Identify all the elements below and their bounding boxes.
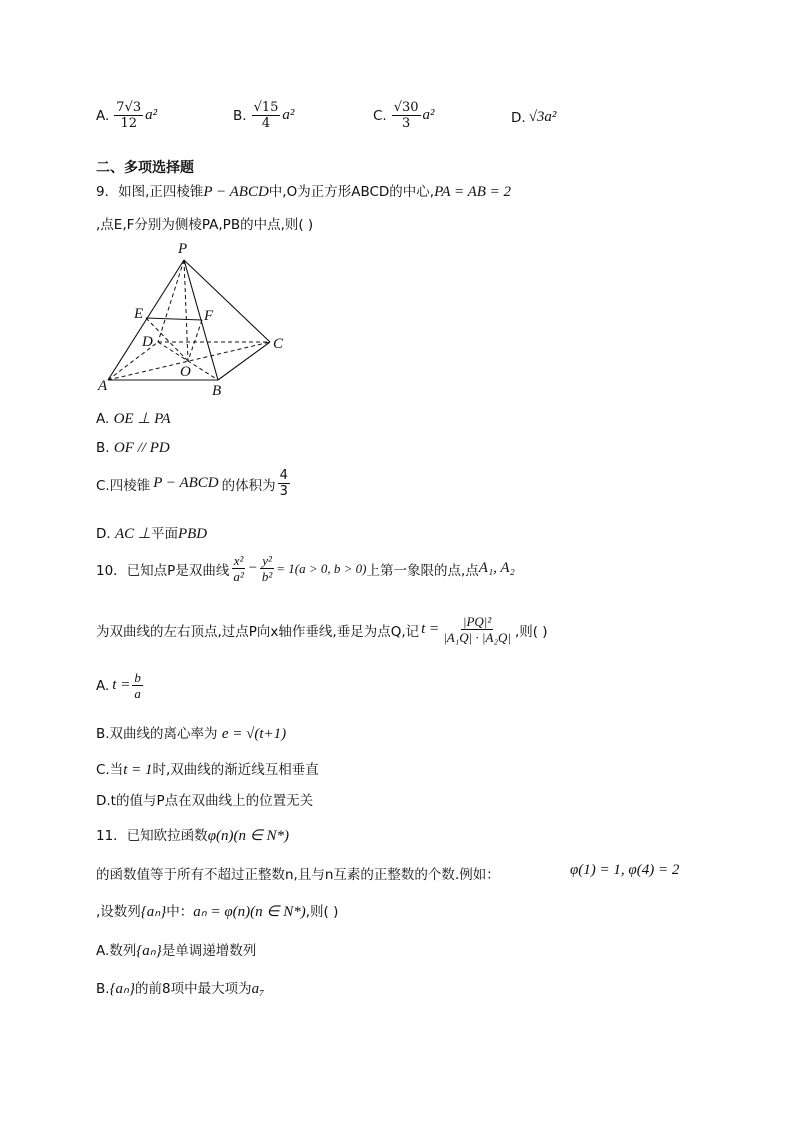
label-b: B — [212, 383, 222, 398]
q10-t-fraction — [441, 614, 513, 645]
q10-points: A₁, A₂ — [478, 560, 515, 576]
q11-line3-pre: ,设数列 — [96, 904, 141, 920]
q9-option-d-text: 平面 — [150, 526, 178, 542]
q10-t-den: |A₁Q| · |A₂Q| — [443, 630, 511, 645]
q9-option-c-den: 3 — [279, 484, 288, 499]
q11-function: φ(n)(n ∈ N*) — [207, 828, 290, 844]
q11-option-a-pre: A.数列 — [96, 943, 137, 959]
q10-frac2-num: y² — [262, 553, 272, 568]
q10-option-b — [96, 722, 286, 743]
q8-option-a — [96, 100, 157, 131]
q10-minus: − — [247, 560, 258, 576]
section-title: 二、多项选择题 — [96, 160, 194, 176]
q9-option-d — [96, 522, 207, 543]
q11-line3-math: aₙ = φ(n)(n ∈ N*) — [193, 904, 306, 920]
q11-line3 — [96, 900, 338, 921]
q9-option-a-label: A. — [96, 411, 110, 427]
q9-pyramid: P − ABCD — [203, 184, 269, 200]
q9-option-b-math: OF // PD — [113, 440, 170, 456]
segment-fo-dashed — [188, 320, 202, 361]
q10-line1 — [96, 553, 515, 584]
q11-line2-math: φ(1) = 1, φ(4) = 2 — [570, 862, 680, 878]
q10-option-a-fraction — [132, 670, 143, 701]
q11-pre: 11．已知欧拉函数 — [96, 828, 208, 844]
q10-line2 — [96, 614, 548, 645]
q8-option-c-den: 3 — [401, 116, 411, 131]
q11-option-a-post: 是单调递增数列 — [161, 943, 257, 959]
q10-option-c — [96, 758, 319, 779]
q10-option-c-pre: C.当 — [96, 762, 124, 778]
q8-option-d-label: D. — [511, 109, 526, 126]
q8-option-a-den: 12 — [120, 116, 137, 131]
q8-option-a-tail: a² — [145, 107, 158, 123]
q10-line2-post: ,则( ) — [514, 623, 548, 640]
q10-frac2-den: b² — [261, 569, 273, 584]
q8-option-c-fraction — [392, 100, 421, 131]
q8-option-d — [511, 109, 556, 126]
edge-pa — [108, 260, 184, 380]
q8-option-c-label: C. — [373, 107, 387, 124]
label-o: O — [180, 364, 191, 380]
q11-option-b-seq: {aₙ} — [109, 981, 136, 997]
q10-post: 上第一象限的点,点 — [366, 562, 479, 579]
label-d: D — [142, 334, 153, 350]
height-po-dashed — [184, 260, 188, 361]
q8-option-b-num: √15 — [253, 100, 279, 115]
q9-line1-pre: 9．如图,正四棱锥 — [96, 184, 204, 200]
segment-ef — [146, 318, 202, 320]
q9-option-c-num: 4 — [279, 468, 288, 483]
q11-option-b-mid: 的前8项中最大项为 — [135, 981, 252, 997]
q10-frac2 — [260, 553, 274, 584]
edge-pc — [184, 260, 270, 342]
q9-option-c-pyramid: P − ABCD — [153, 475, 219, 491]
q10-frac1-num: x² — [233, 553, 244, 568]
q9-option-b — [96, 440, 170, 457]
q8-option-d-expr: √3a² — [528, 109, 557, 125]
q8-option-c-num: √30 — [393, 100, 419, 115]
q11-line1 — [96, 824, 289, 845]
q10-equation: = 1(a > 0, b > 0) — [276, 560, 367, 576]
q10-option-b-text: B.双曲线的离心率为 — [96, 726, 218, 742]
q10-option-a-t: t = — [112, 677, 131, 693]
q11-option-b-pre: B. — [96, 981, 110, 997]
q10-option-a-label: A. — [96, 677, 110, 694]
q10-frac1-den: a² — [233, 569, 244, 584]
label-p: P — [178, 241, 188, 257]
q11-option-a — [96, 939, 256, 960]
edge-bc — [218, 342, 270, 380]
q11-option-b-term: a₇ — [251, 981, 265, 997]
q8-option-c-tail: a² — [422, 107, 435, 123]
q10-option-b-math: e = √(t+1) — [221, 726, 287, 742]
q9-option-d-plane: PBD — [177, 526, 208, 542]
q9-condition: PA = AB = 2 — [434, 184, 512, 200]
pyramid-figure — [96, 238, 296, 398]
q10-option-a — [96, 670, 145, 701]
q9-option-d-label: D. — [96, 526, 111, 542]
q11-line2-math-wrap — [570, 862, 679, 879]
q9-line1-mid: 中,O为正方形ABCD的中心, — [268, 184, 435, 200]
q8-option-c — [373, 100, 435, 131]
q8-option-b — [233, 100, 294, 131]
q9-option-c-label: C.四棱锥 — [96, 477, 151, 494]
q10-frac1 — [231, 553, 245, 584]
q10-t-eq: t = — [421, 621, 440, 637]
q11-line3-seq: {aₙ} — [140, 904, 167, 920]
q8-option-b-fraction — [252, 100, 281, 131]
q9-option-a — [96, 409, 171, 428]
q11-option-b — [96, 977, 264, 998]
q9-option-c-text: 的体积为 — [221, 477, 276, 494]
label-f: F — [204, 308, 214, 324]
q9-option-d-math: AC ⊥ — [114, 526, 151, 542]
q8-option-b-den: 4 — [261, 116, 271, 131]
q9-line1 — [96, 180, 511, 201]
q11-option-a-seq: {aₙ} — [136, 943, 162, 959]
q10-option-c-math: t = 1 — [123, 762, 153, 778]
q9-option-a-math: OE ⊥ PA — [113, 411, 171, 427]
q11-line2 — [96, 863, 500, 883]
q8-option-b-tail: a² — [282, 107, 295, 123]
label-c: C — [273, 336, 284, 352]
q9-line2: ,点E,F分别为侧棱PA,PB的中点,则( ) — [96, 217, 314, 233]
q10-option-d: D.t的值与P点在双曲线上的位置无关 — [96, 793, 314, 809]
q9-option-b-label: B. — [96, 440, 110, 456]
q9-option-c — [96, 468, 292, 499]
edge-pd-dashed — [158, 260, 184, 342]
q8-option-a-fraction — [114, 100, 143, 131]
q9-option-c-fraction — [278, 468, 290, 499]
q10-t-num: |PQ|² — [462, 614, 492, 629]
q10-option-a-num: b — [134, 670, 141, 685]
q10-option-a-den: a — [134, 686, 141, 701]
label-a: A — [98, 378, 108, 394]
q11-line3-post: ,则( ) — [305, 904, 339, 920]
q10-option-c-post: 时,双曲线的渐近线互相垂直 — [152, 762, 319, 778]
q11-line3-mid: 中： — [166, 904, 194, 920]
q10-line2-pre: 为双曲线的左右顶点,过点P向x轴作垂线,垂足为点Q,记 — [96, 623, 420, 640]
label-e: E — [134, 306, 144, 322]
q8-option-a-label: A. — [96, 107, 110, 124]
q10-pre: 10．已知点P是双曲线 — [96, 562, 230, 579]
q8-option-a-num: 7√3 — [116, 100, 142, 115]
q8-option-b-label: B. — [233, 107, 247, 124]
q11-line2-text: 的函数值等于所有不超过正整数n,且与n互素的正整数的个数.例如： — [96, 867, 500, 883]
